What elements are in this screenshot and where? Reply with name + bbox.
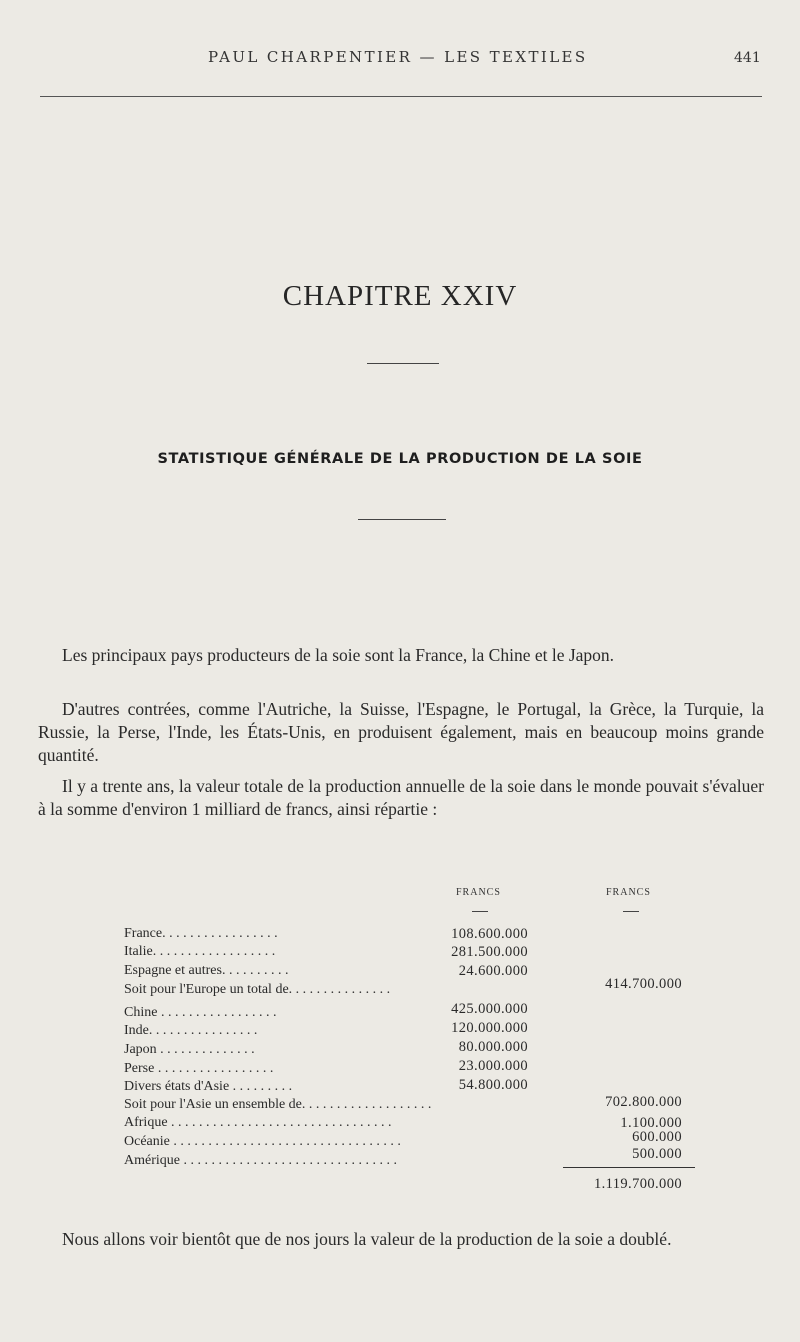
row-label: Soit pour l'Asie un ensemble de. . . . . . . . . . . . . . . . . . . bbox=[124, 1097, 432, 1112]
page-number: 441 bbox=[734, 50, 761, 66]
header-rule bbox=[40, 96, 762, 97]
row-total: 500.000 bbox=[632, 1146, 682, 1162]
row-value: 54.800.000 bbox=[458, 1077, 528, 1093]
row-label: Chine . . . . . . . . . . . . . . . . . bbox=[124, 1005, 277, 1020]
row-value: 108.600.000 bbox=[451, 926, 528, 942]
row-value: 24.600.000 bbox=[458, 963, 528, 979]
section-divider bbox=[358, 519, 446, 520]
row-total: 1.100.000 bbox=[620, 1115, 682, 1131]
row-label: Afrique . . . . . . . . . . . . . . . . . . . . . . . . . . . . . . . . bbox=[124, 1115, 392, 1130]
running-title: PAUL CHARPENTIER — LES TEXTILES bbox=[208, 48, 588, 66]
row-total: 414.700.000 bbox=[605, 976, 682, 992]
total-rule bbox=[563, 1167, 695, 1168]
column-dash bbox=[472, 911, 488, 912]
row-value: 281.500.000 bbox=[451, 944, 528, 960]
row-label: Océanie . . . . . . . . . . . . . . . . . . . . . . . . . . . . . . . . . bbox=[124, 1134, 401, 1149]
row-label: Soit pour l'Europe un total de. . . . . . . . . . . . . . . bbox=[124, 982, 391, 997]
row-value: 80.000.000 bbox=[458, 1039, 528, 1055]
paragraph-producers: Les principaux pays producteurs de la soie sont la France, la Chine et le Japon. bbox=[62, 645, 615, 665]
row-label: France. . . . . . . . . . . . . . . . . bbox=[124, 926, 278, 941]
row-value: 425.000.000 bbox=[451, 1001, 528, 1017]
row-label: Perse . . . . . . . . . . . . . . . . . bbox=[124, 1061, 274, 1076]
column-header-values: FRANCS bbox=[456, 887, 501, 898]
column-dash bbox=[623, 911, 639, 912]
chapter-title: CHAPITRE XXIV bbox=[282, 280, 518, 312]
row-label: Amérique . . . . . . . . . . . . . . . . . . . . . . . . . . . . . . . bbox=[124, 1153, 397, 1168]
paragraph-total-value: Il y a trente ans, la valeur totale de la production annuelle de la soie dans le monde pouvait s'évaluer à la somme d'environ 1 milliard de francs, ainsi répartie : bbox=[38, 776, 764, 819]
column-header-totals: FRANCS bbox=[606, 887, 651, 898]
paragraph-other-countries: D'autres contrées, comme l'Autriche, la Suisse, l'Espagne, le Portugal, la Grèce, la Turquie, la Russie, la Perse, l'Inde, les États-Unis, en produisent également, mais en beaucoup moins grande quantité. bbox=[38, 699, 764, 765]
chapter-divider bbox=[367, 363, 439, 364]
row-total: 600.000 bbox=[632, 1129, 682, 1145]
row-label: Inde. . . . . . . . . . . . . . . . bbox=[124, 1023, 258, 1038]
row-label: Espagne et autres. . . . . . . . . . bbox=[124, 963, 289, 978]
row-label: Italie. . . . . . . . . . . . . . . . . . bbox=[124, 944, 276, 959]
row-label: Japon . . . . . . . . . . . . . . bbox=[124, 1042, 255, 1057]
row-total: 702.800.000 bbox=[605, 1094, 682, 1110]
paragraph-closing: Nous allons voir bientôt que de nos jours la valeur de la production de la soie a doublé. bbox=[62, 1229, 672, 1249]
grand-total: 1.119.700.000 bbox=[593, 1176, 682, 1192]
section-title: STATISTIQUE GÉNÉRALE DE LA PRODUCTION DE LA SOIE bbox=[157, 451, 643, 467]
row-value: 120.000.000 bbox=[451, 1020, 528, 1036]
row-label: Divers états d'Asie . . . . . . . . . bbox=[124, 1079, 293, 1094]
row-value: 23.000.000 bbox=[458, 1058, 528, 1074]
